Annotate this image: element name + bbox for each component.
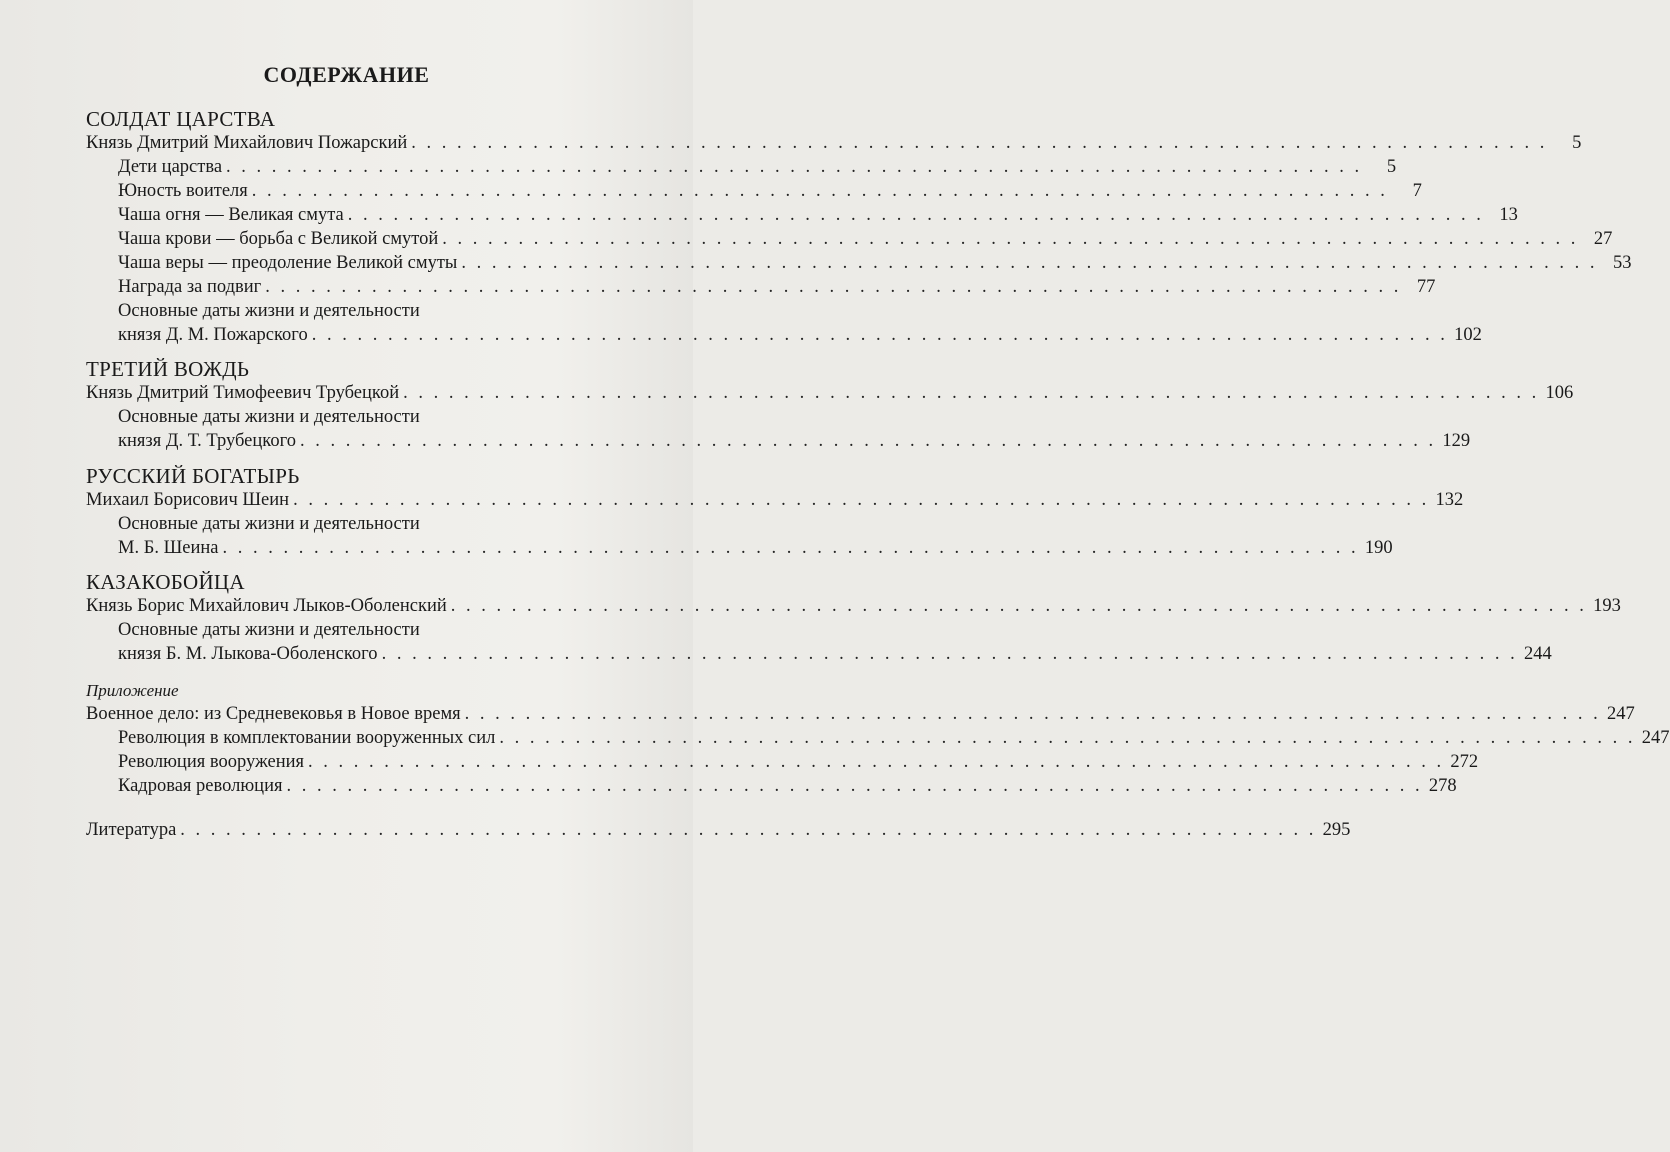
section-heading-1: СОЛДАТ ЦАРСТВА [86, 107, 276, 131]
toc-page-number: 278 [1428, 776, 1457, 796]
toc-entry-label: Чаша крови — борьба с Великой смутой [118, 229, 439, 249]
toc-entry-label: Кадровая революция [118, 776, 283, 796]
toc-page-number: 13 [1499, 205, 1518, 225]
toc-entry-dates-trubetskoy[interactable] [118, 431, 1471, 452]
toc-entry-personnel[interactable] [118, 776, 1457, 797]
toc-entry-label: Революция вооружения [118, 752, 305, 772]
toc-entry-armament[interactable] [118, 752, 1479, 773]
toc-page-number: 102 [1454, 325, 1482, 345]
toc-entry-dates-pozharsky[interactable] [118, 325, 1482, 346]
toc-page-number: 190 [1364, 538, 1393, 558]
leader-dots: . . . . . . . . . . . . . . . . . . . . . . . . . . . . . . . . . . . . . . . . . . . . . . . . . . . . . . . . . . . . . . . . . . . . . . . . . . . [464, 704, 1601, 724]
leader-dots: . . . . . . . . . . . . . . . . . . . . . . . . . . . . . . . . . . . . . . . . . . . . . . . . . . . . . . . . . . . . . . . . . . . . . . . . . . . [499, 728, 1636, 748]
toc-entry-label: Дети царства [118, 157, 223, 177]
toc-dates-line1[interactable]: Основные даты жизни и деятельности [118, 620, 420, 640]
section-heading-2: ТРЕТИЙ ВОЖДЬ [86, 357, 250, 381]
toc-entry-shein[interactable] [86, 490, 1464, 511]
toc-entry-label: князя Д. М. Пожарского [118, 325, 308, 345]
toc-page-number: 53 [1612, 253, 1632, 273]
toc-entry-label: Князь Дмитрий Тимофеевич Трубецкой [86, 383, 400, 403]
leader-dots: . . . . . . . . . . . . . . . . . . . . . . . . . . . . . . . . . . . . . . . . . . . . . . . . . . . . . . . . . . . . . . . . . . . . . . . . . . . [403, 383, 1540, 403]
toc-entry-label: Революция в комплектовании вооруженных сил [118, 728, 496, 748]
toc-entry-blood[interactable] [118, 229, 1613, 250]
toc-page-number: 106 [1545, 383, 1574, 403]
toc-entry-label: Князь Борис Михайлович Лыков-Оболенский [86, 596, 447, 616]
toc-entry-recruitment[interactable] [118, 728, 1670, 749]
toc-page-number: 132 [1435, 490, 1464, 510]
leader-dots: . . . . . . . . . . . . . . . . . . . . . . . . . . . . . . . . . . . . . . . . . . . . . . . . . . . . . . . . . . . . . . . . . . . . . . . . . . . [265, 277, 1402, 297]
toc-entry-trubetskoy[interactable] [86, 383, 1574, 404]
toc-entry-label: Юность воителя [118, 181, 248, 201]
toc-entry-pozharsky[interactable] [86, 133, 1582, 154]
toc-page-number: 77 [1416, 277, 1436, 297]
toc-entry-youth[interactable] [118, 181, 1422, 202]
toc-entry-label: Литература [86, 820, 177, 840]
toc-dates-line1[interactable]: Основные даты жизни и деятельности [118, 407, 420, 427]
toc-dates-line1[interactable]: Основные даты жизни и деятельности [118, 301, 420, 321]
toc-entry-label: Военное дело: из Средневековья в Новое время [86, 704, 461, 724]
leader-dots: . . . . . . . . . . . . . . . . . . . . . . . . . . . . . . . . . . . . . . . . . . . . . . . . . . . . . . . . . . . . . . . . . . . . . . . . . . . [222, 538, 1359, 558]
toc-entry-label: Награда за подвиг [118, 277, 262, 297]
toc-entry-dates-lykov[interactable] [118, 644, 1552, 665]
toc-page-number: 129 [1442, 431, 1471, 451]
toc-entry-label: Чаша веры — преодоление Великой смуты [118, 253, 458, 273]
toc-page-number: 5 [1572, 133, 1582, 153]
toc-entry-military[interactable] [86, 704, 1635, 725]
toc-entry-reward[interactable] [118, 277, 1436, 298]
leader-dots: . . . . . . . . . . . . . . . . . . . . . . . . . . . . . . . . . . . . . . . . . . . . . . . . . . . . . . . . . . . . . . . . . . . . . . . . . . . [251, 181, 1388, 201]
leader-dots: . . . . . . . . . . . . . . . . . . . . . . . . . . . . . . . . . . . . . . . . . . . . . . . . . . . . . . . . . . . . . . . . . . . . . . . . . . . [286, 776, 1423, 796]
toc-page-number: 244 [1523, 644, 1552, 664]
toc-page-number: 295 [1322, 820, 1351, 840]
leader-dots: . . . . . . . . . . . . . . . . . . . . . . . . . . . . . . . . . . . . . . . . . . . . . . . . . . . . . . . . . . . . . . . . . . . . . . . . . . . [311, 325, 1448, 345]
toc-entry-fire[interactable] [118, 205, 1518, 226]
leader-dots: . . . . . . . . . . . . . . . . . . . . . . . . . . . . . . . . . . . . . . . . . . . . . . . . . . . . . . . . . . . . . . . . . . . . . . . . . . . [308, 752, 1445, 772]
toc-entry-label: Князь Дмитрий Михайлович Пожарский [86, 133, 408, 153]
toc-entry-label: Михаил Борисович Шеин [86, 490, 290, 510]
leader-dots: . . . . . . . . . . . . . . . . . . . . . . . . . . . . . . . . . . . . . . . . . . . . . . . . . . . . . . . . . . . . . . . . . . . . . . . . . . . [347, 205, 1484, 225]
toc-entry-dates-shein[interactable] [118, 538, 1393, 559]
section-heading-3: РУССКИЙ БОГАТЫРЬ [86, 464, 300, 488]
leader-dots: . . . . . . . . . . . . . . . . . . . . . . . . . . . . . . . . . . . . . . . . . . . . . . . . . . . . . . . . . . . . . . . . . . . . . . . . . . . [450, 596, 1587, 616]
leader-dots: . . . . . . . . . . . . . . . . . . . . . . . . . . . . . . . . . . . . . . . . . . . . . . . . . . . . . . . . . . . . . . . . . . . . . . . . . . . [381, 644, 1518, 664]
leader-dots: . . . . . . . . . . . . . . . . . . . . . . . . . . . . . . . . . . . . . . . . . . . . . . . . . . . . . . . . . . . . . . . . . . . . . . . . . . . [442, 229, 1579, 249]
toc-entry-lykov[interactable] [86, 596, 1621, 617]
toc-page-number: 193 [1593, 596, 1621, 616]
toc-entry-faith[interactable] [118, 253, 1632, 274]
toc-dates-line1[interactable]: Основные даты жизни и деятельности [118, 514, 420, 534]
toc-page-number: 247 [1607, 704, 1635, 724]
toc-entry-label: князя Б. М. Лыкова-Оболенского [118, 644, 378, 664]
leader-dots: . . . . . . . . . . . . . . . . . . . . . . . . . . . . . . . . . . . . . . . . . . . . . . . . . . . . . . . . . . . . . . . . . . . . . . . . . . . [293, 490, 1430, 510]
toc-page-number: 7 [1412, 181, 1422, 201]
toc-entry-literature[interactable] [86, 820, 1351, 841]
toc-page-number: 5 [1386, 157, 1397, 177]
toc-entry-label: М. Б. Шеина [118, 538, 219, 558]
toc-page-number: 27 [1593, 229, 1613, 249]
toc-entry-label: князя Д. Т. Трубецкого [118, 431, 296, 451]
leader-dots: . . . . . . . . . . . . . . . . . . . . . . . . . . . . . . . . . . . . . . . . . . . . . . . . . . . . . . . . . . . . . . . . . . . . . . . . . . . [299, 431, 1437, 451]
toc-page-number: 272 [1450, 752, 1479, 772]
toc-page-number: 247 [1641, 728, 1670, 748]
leader-dots: . . . . . . . . . . . . . . . . . . . . . . . . . . . . . . . . . . . . . . . . . . . . . . . . . . . . . . . . . . . . . . . . . . . . . . . . . . . [461, 253, 1598, 273]
toc-entry-children[interactable] [118, 157, 1397, 178]
leader-dots: . . . . . . . . . . . . . . . . . . . . . . . . . . . . . . . . . . . . . . . . . . . . . . . . . . . . . . . . . . . . . . . . . . . . . . . . . . . [226, 157, 1363, 177]
appendix-label: Приложение [86, 681, 179, 700]
toc-entry-label: Чаша огня — Великая смута [118, 205, 344, 225]
leader-dots: . . . . . . . . . . . . . . . . . . . . . . . . . . . . . . . . . . . . . . . . . . . . . . . . . . . . . . . . . . . . . . . . . . . . . . . . . . . [411, 133, 1548, 153]
page-title: СОДЕРЖАНИЕ [263, 62, 430, 87]
section-heading-4: КАЗАКОБОЙЦА [86, 570, 245, 594]
leader-dots: . . . . . . . . . . . . . . . . . . . . . . . . . . . . . . . . . . . . . . . . . . . . . . . . . . . . . . . . . . . . . . . . . . . . . . . . . . . [180, 820, 1317, 840]
